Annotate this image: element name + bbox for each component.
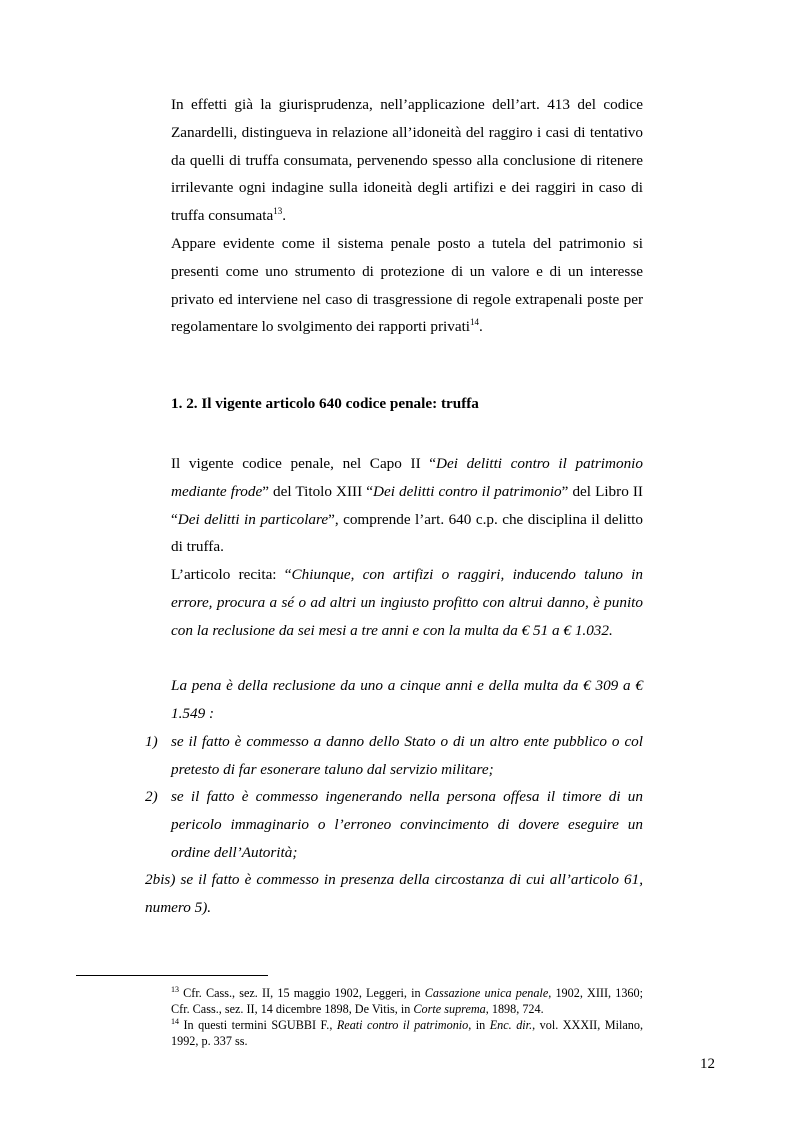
footnote-ref-13[interactable]: 13 xyxy=(273,206,283,217)
footnote-separator xyxy=(76,975,268,976)
list-item-2bis: 2bis) se il fatto è commesso in presenza della circostanza di cui all’articolo 61, numero 5). xyxy=(145,871,643,916)
paragraph-4: L’articolo recita: “Chiunque, con artifizi o raggiri, inducendo taluno in errore, procura a sé o ad altri un ingiusto profitto con altrui danno, è punito con la reclusione da sei mesi a tre anni e con la multa da € 51 a € 1.032. xyxy=(171,566,643,639)
footnote-14: $^{14}$ In questi termini SGUBBI F., Reati contro il patrimonio, in Enc. dir., vol. XXXII, Milano, 1992, p. 337 ss. xyxy=(171,1017,644,1048)
paragraph-5: La pena è della reclusione da uno a cinque anni e della multa da € 309 a € 1.549 : xyxy=(171,677,643,722)
footnote-ref-14[interactable]: 14 xyxy=(470,317,480,328)
page-number: 12 xyxy=(700,1056,715,1072)
paragraph-3: Il vigente codice penale, nel Capo II “Dei delitti contro il patrimonio mediante frode” del Titolo XIII “Dei delitti contro il patrimonio” del Libro II “Dei delitti in particolare”, comprende l’art. 640 c.p. che disciplina il delitto di truffa. xyxy=(171,455,643,556)
paragraph-2: Appare evidente come il sistema penale posto a tutela del patrimonio si presenti come uno strumento di protezione di un valore e di un interesse privato ed interviene nel caso di trasgressione di regole extrapenali poste per regolamentare lo svolgimento dei rapporti privati$^{14}$. xyxy=(171,235,643,336)
section-heading: 1. 2. Il vigente articolo 640 codice penale: truffa xyxy=(171,395,479,412)
list-marker-1: 1) xyxy=(145,733,158,750)
footnote-13: $^{13}$ Cfr. Cass., sez. II, 15 maggio 1902, Leggeri, in Cassazione unica penale, 1902, XIII, 1360; Cfr. Cass., sez. II, 14 dicembre 1898, De Vitis, in Corte suprema, 1898, 724. xyxy=(171,985,643,1016)
list-marker-2: 2) xyxy=(145,788,158,805)
list-item-2: se il fatto è commesso ingenerando nella persona offesa il timore di un pericolo immaginario o l’erroneo convincimento di dovere eseguire un ordine dell’Autorità; xyxy=(171,788,643,861)
paragraph-1: In effetti già la giurisprudenza, nell’applicazione dell’art. 413 del codice Zanardelli, distingueva in relazione all’idoneità del raggiro i casi di tentativo da quelli di truffa consumata, pervenendo spesso alla conclusione di ritenere irrilevante ogni indagine sulla idoneità degli artifizi e dei raggiri in caso di truffa consumata$^{13}$. xyxy=(171,96,643,225)
list-item-1: se il fatto è commesso a danno dello Stato o di un altro ente pubblico o col pretesto di far esonerare taluno dal servizio militare; xyxy=(171,733,643,778)
